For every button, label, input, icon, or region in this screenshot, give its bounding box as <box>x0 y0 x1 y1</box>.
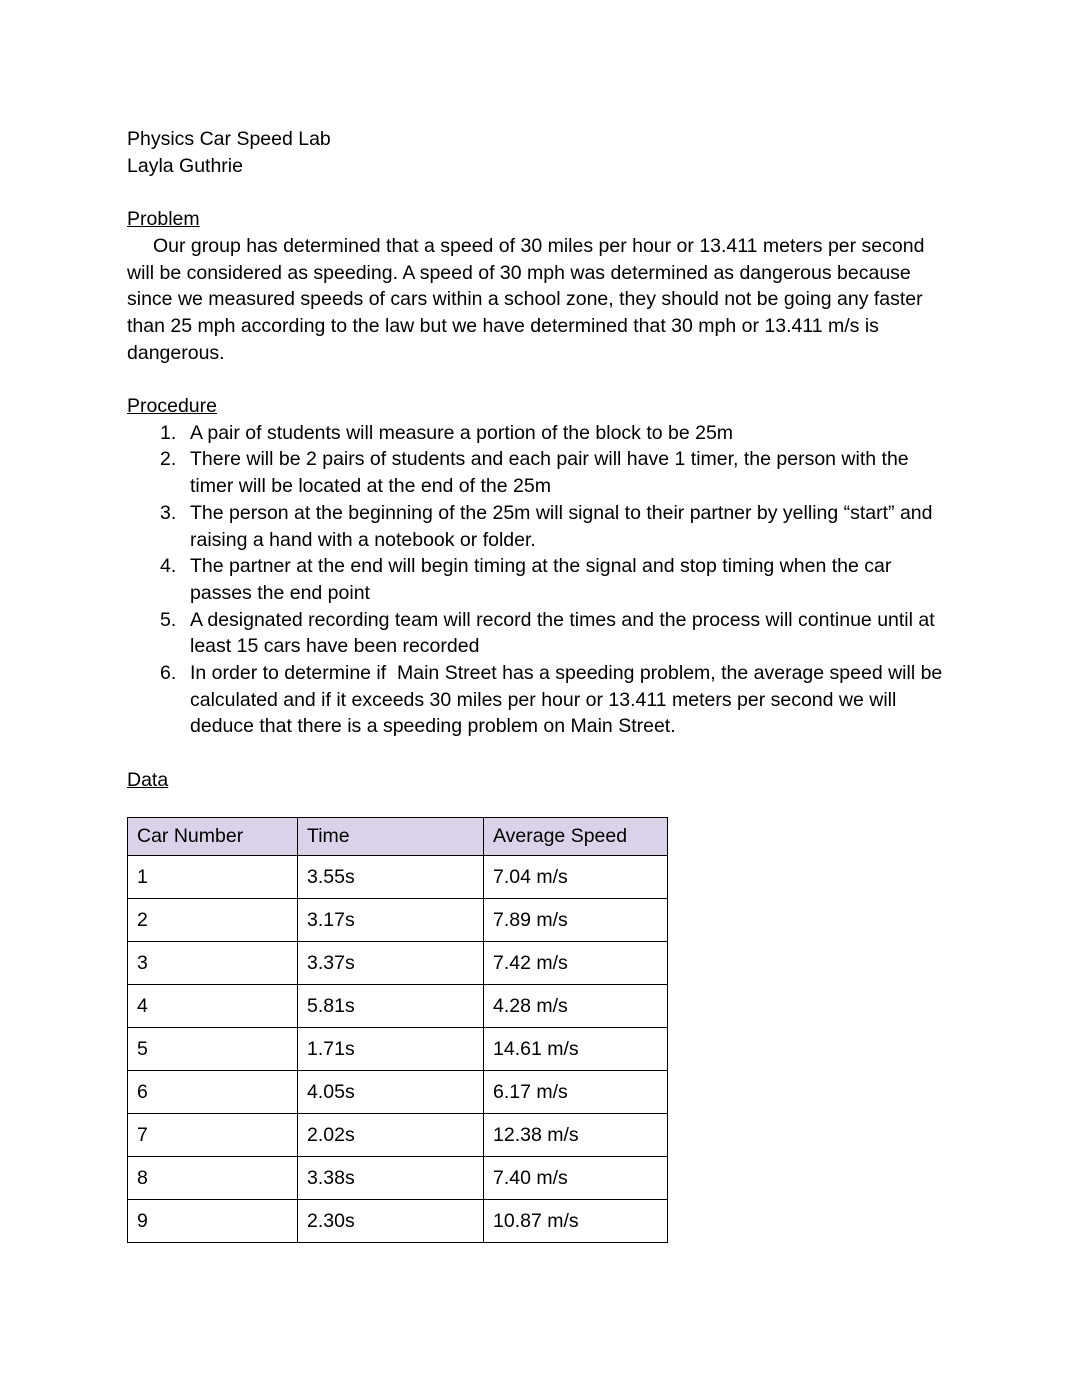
table-row <box>128 1200 668 1243</box>
table-cell: 2.30s <box>298 1200 484 1243</box>
table-header-row <box>128 818 668 856</box>
table-cell: 6.17 m/s <box>484 1071 668 1114</box>
table-row <box>128 985 668 1028</box>
list-item-line: The partner at the end will begin timing at the signal and stop timing when the car <box>190 555 892 578</box>
list-number: 2. <box>160 448 177 471</box>
table-cell: 7.89 m/s <box>484 899 668 942</box>
table-cell: 5.81s <box>298 985 484 1028</box>
procedure-item <box>127 500 962 553</box>
problem-paragraph <box>127 233 962 367</box>
list-item-line: The person at the beginning of the 25m will signal to their partner by yelling “start” and <box>190 501 933 524</box>
table-cell: 9 <box>128 1200 298 1243</box>
paragraph-line: than 25 mph according to the law but we have determined that 30 mph or 13.411 m/s is <box>127 314 879 337</box>
table-cell: 7.42 m/s <box>484 942 668 985</box>
table-cell: 10.87 m/s <box>484 1200 668 1243</box>
procedure-list <box>127 420 962 740</box>
table-cell: 1.71s <box>298 1028 484 1071</box>
list-item-line: In order to determine if Main Street has a speeding problem, the average speed will be <box>190 662 943 685</box>
paragraph-line: since we measured speeds of cars within a school zone, they should not be going any faster <box>127 288 923 311</box>
list-item-line: passes the end point <box>190 581 370 604</box>
procedure-item <box>127 420 962 447</box>
spacer <box>127 366 962 393</box>
list-number: 6. <box>160 662 177 685</box>
table-body <box>128 856 668 1243</box>
list-item-line: There will be 2 pairs of students and each pair will have 1 timer, the person with the <box>190 448 909 471</box>
table-cell: 3.38s <box>298 1157 484 1200</box>
list-item-line: A pair of students will measure a portion of the block to be 25m <box>190 421 734 444</box>
procedure-item <box>127 446 962 499</box>
table-cell: 14.61 m/s <box>484 1028 668 1071</box>
table-cell: 6 <box>128 1071 298 1114</box>
list-item-line: calculated and if it exceeds 30 miles per hour or 13.411 meters per second we will <box>190 688 897 711</box>
table-row <box>128 942 668 985</box>
procedure-item <box>127 607 962 660</box>
column-header: Time <box>298 818 484 856</box>
procedure-item <box>127 660 962 740</box>
procedure-item <box>127 553 962 606</box>
list-number: 3. <box>160 501 177 524</box>
table-row <box>128 1157 668 1200</box>
table-row <box>128 856 668 899</box>
column-header: Average Speed <box>484 818 668 856</box>
table-cell: 7 <box>128 1114 298 1157</box>
problem-heading: Problem <box>127 208 200 231</box>
paragraph-line: Our group has determined that a speed of 30 miles per hour or 13.411 meters per second <box>153 234 925 257</box>
paragraph-line: will be considered as speeding. A speed of 30 mph was determined as dangerous because <box>127 261 911 284</box>
table-row <box>128 899 668 942</box>
paragraph-line: dangerous. <box>127 341 225 364</box>
spacer <box>127 179 962 206</box>
doc-title: Physics Car Speed Lab <box>127 128 331 150</box>
table-cell: 4.28 m/s <box>484 985 668 1028</box>
table-cell: 7.40 m/s <box>484 1157 668 1200</box>
table-cell: 8 <box>128 1157 298 1200</box>
table-cell: 4.05s <box>298 1071 484 1114</box>
list-number: 1. <box>160 421 177 444</box>
list-item-line: deduce that there is a speeding problem on Main Street. <box>190 715 676 738</box>
list-number: 5. <box>160 608 177 631</box>
table-cell: 4 <box>128 985 298 1028</box>
list-item-line: A designated recording team will record the times and the process will continue until at <box>190 608 935 631</box>
table-cell: 3.37s <box>298 942 484 985</box>
data-heading: Data <box>127 768 169 791</box>
list-item-line: timer will be located at the end of the 25m <box>190 475 551 498</box>
list-item-line: raising a hand with a notebook or folder. <box>190 528 536 551</box>
table-cell: 2.02s <box>298 1114 484 1157</box>
list-number: 4. <box>160 555 177 578</box>
author-name: Layla Guthrie <box>127 154 243 177</box>
table-cell: 3.17s <box>298 899 484 942</box>
table-row <box>128 1028 668 1071</box>
table-row <box>128 1071 668 1114</box>
table-cell: 3 <box>128 942 298 985</box>
data-table <box>127 817 668 1243</box>
table-cell: 3.55s <box>298 856 484 899</box>
table-cell: 12.38 m/s <box>484 1114 668 1157</box>
document-page <box>127 126 962 1243</box>
table-cell: 1 <box>128 856 298 899</box>
spacer <box>127 740 962 767</box>
table-cell: 7.04 m/s <box>484 856 668 899</box>
table-cell: 2 <box>128 899 298 942</box>
column-header: Car Number <box>128 818 298 856</box>
table-row <box>128 1114 668 1157</box>
procedure-heading: Procedure <box>127 395 217 417</box>
table-cell: 5 <box>128 1028 298 1071</box>
list-item-line: least 15 cars have been recorded <box>190 635 480 658</box>
